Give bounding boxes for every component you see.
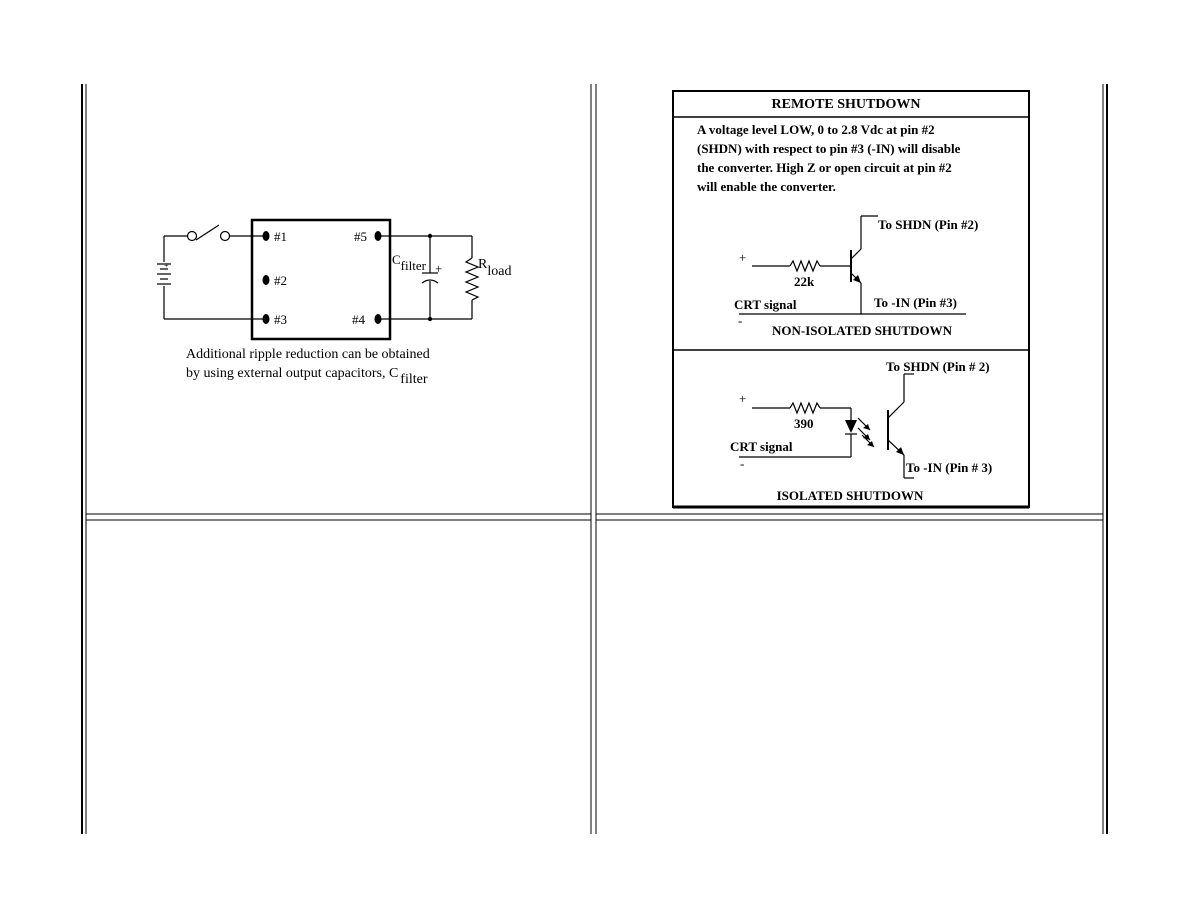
switch-contact-right <box>221 232 230 241</box>
filter-circuit-diagram <box>157 220 511 387</box>
pin-label-1: #1 <box>274 229 287 244</box>
load-resistor-symbol <box>466 236 478 319</box>
to-shdn-label: To SHDN (Pin # 2) <box>886 359 990 374</box>
pin-dot-5 <box>375 231 382 241</box>
pin-label-2: #2 <box>274 273 287 288</box>
plus-label: + <box>739 391 747 406</box>
pin-label-5: #5 <box>354 229 367 244</box>
pin-dot-1 <box>263 231 270 241</box>
filter-capacitor-symbol <box>422 236 438 319</box>
isolated-circuit <box>730 359 992 503</box>
led-diode-triangle <box>845 420 857 433</box>
cap-label: Cfilter <box>392 252 426 273</box>
resistor-390-symbol <box>790 403 820 413</box>
junction-dot-bottom <box>428 317 432 321</box>
description-line-3: the converter. High Z or open circuit at pin #2 <box>697 160 952 175</box>
pin-dot-3 <box>263 314 270 324</box>
resistor-22k-symbol <box>790 261 820 271</box>
crt-signal-label: CRT signal <box>730 439 793 454</box>
cap-plus-label: + <box>435 261 443 276</box>
to-in-label: To -IN (Pin #3) <box>874 295 957 310</box>
remote-shutdown-panel <box>673 91 1029 507</box>
pin-label-3: #3 <box>274 312 287 327</box>
pin-label-4: #4 <box>352 312 365 327</box>
converter-block <box>252 220 390 339</box>
load-resistor-label: Rload <box>478 257 512 279</box>
remote-shutdown-title: REMOTE SHUTDOWN <box>771 97 921 112</box>
pin-dot-4 <box>375 314 382 324</box>
battery-minus-label: - <box>165 279 168 288</box>
description-line-4: will enable the converter. <box>697 179 836 194</box>
to-shdn-label: To SHDN (Pin #2) <box>878 217 979 232</box>
light-arrow-3 <box>867 441 874 447</box>
resistor-390-label: 390 <box>794 416 814 431</box>
caption-line-1: Additional ripple reduction can be obtained <box>186 347 430 362</box>
junction-dot-top <box>428 234 432 238</box>
plus-label: + <box>739 250 747 265</box>
minus-label: - <box>740 456 745 471</box>
switch-contact-left <box>188 232 197 241</box>
resistor-22k-label: 22k <box>794 274 815 289</box>
description-line-1: A voltage level LOW, 0 to 2.8 Vdc at pin #2 <box>697 122 935 137</box>
pin-dot-2 <box>263 275 270 285</box>
crt-signal-label: CRT signal <box>734 297 797 312</box>
light-arrow-1 <box>863 424 870 430</box>
caption-line-2: by using external output capacitors, C filter <box>186 366 428 387</box>
battery-plus-label: + <box>164 261 169 270</box>
non-isolated-caption: NON-ISOLATED SHUTDOWN <box>772 323 952 338</box>
isolated-caption: ISOLATED SHUTDOWN <box>776 488 924 503</box>
minus-label: - <box>738 313 743 328</box>
non-isolated-circuit <box>734 216 978 338</box>
description-line-2: (SHDN) with respect to pin #3 (-IN) will disable <box>697 141 961 156</box>
table-grid <box>82 84 1107 834</box>
to-in-label: To -IN (Pin # 3) <box>906 460 993 475</box>
